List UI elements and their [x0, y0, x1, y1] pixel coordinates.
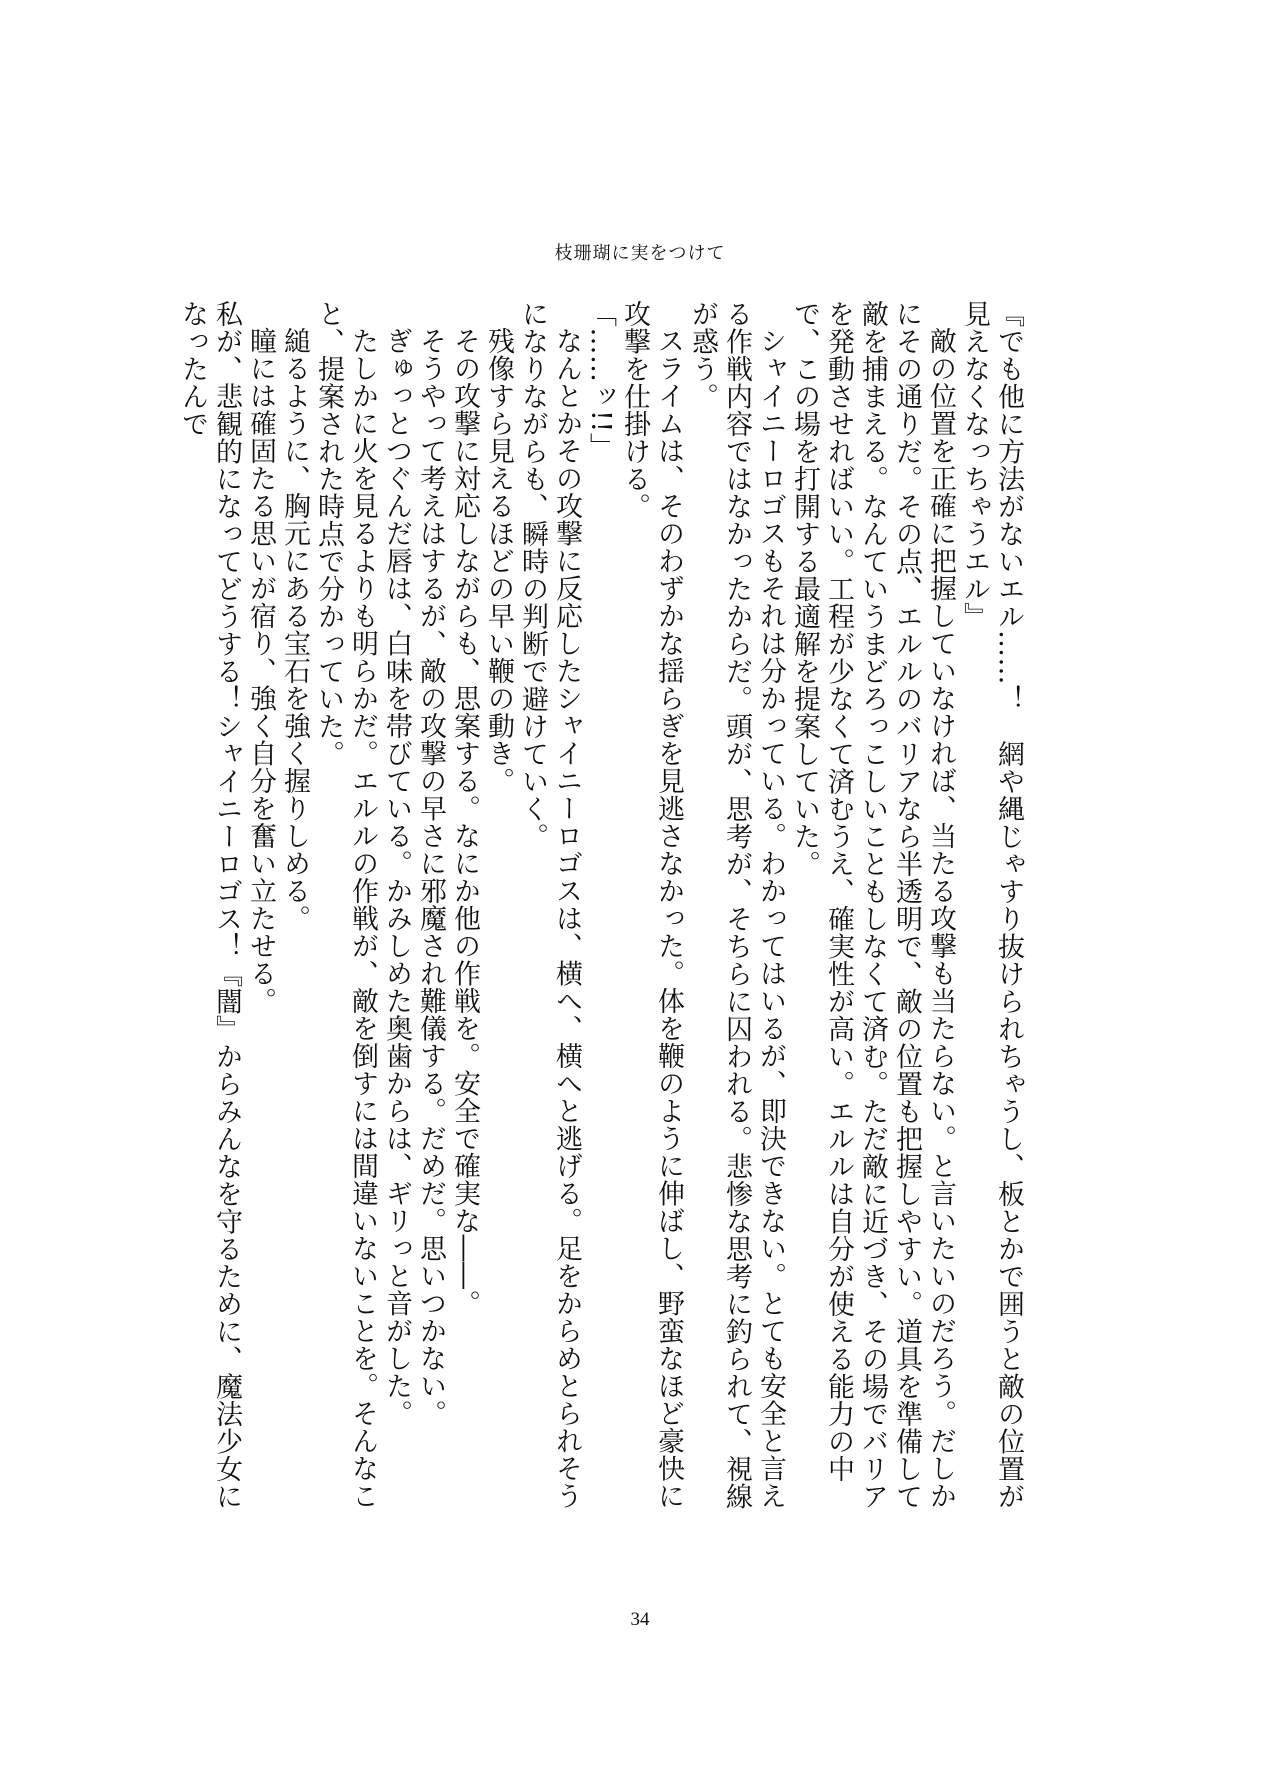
paragraph: 縋るように、胸元にある宝石を強く握りしめる。 [279, 327, 310, 932]
paragraph: 残像すら見えるほどの早い鞭の動き。 [483, 327, 514, 795]
paragraph: そうやって考えはするが、敵の攻撃の早さに邪魔され難儀する。だめだ。思いつかない。 [415, 327, 446, 1427]
running-header-title: 枝珊瑚に実をつけて [554, 243, 726, 264]
paragraph: 敵の位置を正確に把握していなければ、当たる攻撃も当たらない。と言いたいのだろう。だしかにその通りだ。その点、エルルのバリアなら半透明で、敵の位置も把握しやすい。道具を準備して敵を捕まえる。なんていうまどろっこしいこともしなくて済む。ただ敵に近づき、その場でバリアを発動させればいい。工程が少なくて済むうえ、確実性が高い。エルルは自分が使える能力の中で、この場を打開する最適解を提案していた。 [789, 300, 956, 1510]
paragraph: ぎゅっとつぐんだ唇は、白味を帯びている。かみしめた奥歯からは、ギリっと音がした。 [381, 327, 412, 1427]
paragraph: なんとかその攻撃に反応したシャイニーロゴスは、横へ、横へと逃げる。足をからめとられそうになりながらも、瞬時の判断で避けていく。 [517, 300, 582, 1510]
paragraph: シャイニーロゴスもそれは分かっている。わかってはいるが、即決できない。とても安全と言える作戦内容ではなかったからだ。頭が、思考が、そちらに囚われる。悲惨な思考に釣られて、視線が惑う。 [687, 300, 786, 1510]
paragraph: その攻撃に対応しながらも、思案する。なにか他の作戦を。安全で確実な――。 [449, 327, 480, 1317]
body-text [177, 300, 1025, 1515]
paragraph: スライムは、そのわずかな揺らぎを見逃さなかった。体を鞭のように伸ばし、野蛮なほど豪快に攻撃を仕掛ける。 [619, 300, 684, 1510]
paragraph: たしかに火を見るよりも明らかだ。エルルの作戦が、敵を倒すには間違いないことを。そんなこと、提案された時点で分かっていた。 [313, 300, 378, 1510]
paragraph: 「……ッ!!」 [585, 300, 616, 461]
page-number: 34 [630, 1609, 650, 1630]
paragraph: 私が、悲観的になってどうする！シャイニーロゴス！『闇』からみんなを守るために、魔法少女になったんで [177, 300, 242, 1510]
paragraph: 『でも他に方法がないエル……！ 網や縄じゃすり抜けられちゃうし、板とかで囲うと敵の位置が見えなくなっちゃうエル』 [959, 300, 1024, 1510]
paragraph: 瞳には確固たる思いが宿り、強く自分を奮い立たせる。 [245, 327, 276, 1015]
